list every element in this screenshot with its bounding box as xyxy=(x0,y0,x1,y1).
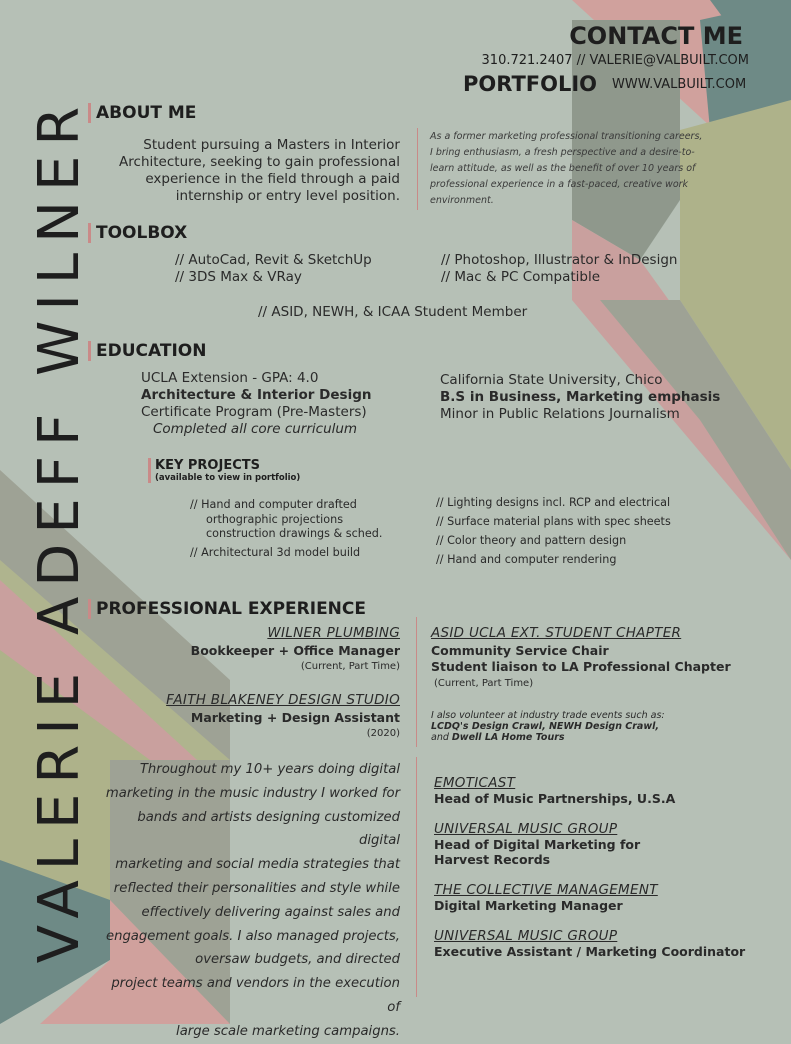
project-item: // Color theory and pattern design xyxy=(436,534,627,547)
education-heading: EDUCATION xyxy=(88,341,206,361)
about-summary xyxy=(96,137,400,205)
about-line: As a former marketing professional transitioning careers, xyxy=(430,131,703,142)
project-item: // Architectural 3d model build xyxy=(190,545,361,559)
candidate-name: VALERIE ADEFF WILNER xyxy=(27,96,92,964)
about-transition-text xyxy=(430,129,720,209)
about-line: learn attitude, as well as the benefit of over 10 years of xyxy=(430,163,696,174)
contact-phone-email[interactable]: 310.721.2407 // VALERIE@VALBUILT.COM xyxy=(481,53,749,68)
tool-item: // Photoshop, Illustrator & InDesign xyxy=(441,252,678,268)
summary-line: marketing in the music industry I worked for xyxy=(105,785,400,801)
summary-line: large scale marketing campaigns. xyxy=(176,1023,400,1039)
about-line: Architecture, seeking to gain professional xyxy=(119,154,400,170)
job-company: UNIVERSAL MUSIC GROUP xyxy=(434,821,618,837)
summary-line: oversaw budgets, and directed xyxy=(195,952,400,968)
job-note: (Current, Part Time) xyxy=(434,678,534,689)
edu-program: Architecture & Interior Design xyxy=(141,387,372,403)
edu-line: Certificate Program (Pre-Masters) xyxy=(141,404,367,420)
key-projects-heading: KEY PROJECTS xyxy=(155,458,260,473)
experience-heading: PROFESSIONAL EXPERIENCE xyxy=(88,599,366,619)
volunteer-line: and xyxy=(431,732,452,743)
project-item: orthographic projections xyxy=(206,512,344,526)
job-umg-harvest xyxy=(434,821,745,867)
summary-line: bands and artists designing customized digital xyxy=(137,809,400,849)
project-item: // Hand and computer drafted xyxy=(190,498,357,511)
edu-line: UCLA Extension - GPA: 4.0 xyxy=(141,370,319,386)
job-company: WILNER PLUMBING xyxy=(267,625,400,641)
project-item: // Lighting designs incl. RCP and electrical xyxy=(436,496,671,509)
job-role: Harvest Records xyxy=(434,852,551,867)
key-projects-sub: (available to view in portfolio) xyxy=(155,473,301,483)
job-role: Executive Assistant / Marketing Coordinator xyxy=(434,944,746,959)
job-role: Student liaison to LA Professional Chapter xyxy=(431,659,731,674)
job-role: Head of Music Partnerships, U.S.A xyxy=(434,791,676,806)
edu-line: Minor in Public Relations Journalism xyxy=(440,406,680,422)
divider xyxy=(416,617,417,747)
tool-item: // 3DS Max & VRay xyxy=(175,269,302,285)
summary-line: effectively delivering against sales and xyxy=(141,904,400,920)
toolbox-col1 xyxy=(175,252,372,286)
volunteer-line: LCDQ's Design Crawl, NEWH Design Crawl, xyxy=(431,721,659,732)
job-collective xyxy=(434,882,745,913)
about-line: I bring enthusiasm, a fresh perspective and a desire-to- xyxy=(430,147,695,158)
job-umg-assistant xyxy=(434,928,745,959)
job-role: Digital Marketing Manager xyxy=(434,898,623,913)
volunteer-line: I also volunteer at industry trade events such as: xyxy=(431,710,665,721)
job-company: EMOTICAST xyxy=(434,775,516,791)
summary-line: marketing and social media strategies that xyxy=(115,857,400,873)
project-item: // Hand and computer rendering xyxy=(436,553,617,566)
portfolio-link[interactable]: WWW.VALBUILT.COM xyxy=(612,77,747,92)
summary-line: reflected their personalities and style while xyxy=(113,880,400,896)
contact-heading: CONTACT ME xyxy=(569,22,743,50)
about-line: Student pursuing a Masters in Interior xyxy=(143,137,400,153)
job-role: Head of Digital Marketing for xyxy=(434,837,641,852)
job-note: (2020) xyxy=(366,728,400,739)
education-chico xyxy=(440,372,720,423)
music-jobs xyxy=(434,775,745,959)
key-projects-block xyxy=(148,458,300,483)
about-line: internship or entry level position. xyxy=(175,188,400,204)
job-company: UNIVERSAL MUSIC GROUP xyxy=(434,928,618,944)
job-faith xyxy=(100,692,400,739)
education-ucla xyxy=(141,370,371,438)
about-line: professional experience in a fast-paced, creative work xyxy=(430,179,689,190)
edu-line: Completed all core curriculum xyxy=(153,421,358,437)
toolbox-heading: TOOLBOX xyxy=(88,223,187,243)
volunteer-line: Dwell LA Home Tours xyxy=(451,732,565,743)
job-role: Community Service Chair xyxy=(431,643,609,658)
edu-line: California State University, Chico xyxy=(440,372,663,388)
key-projects-left xyxy=(190,498,382,560)
job-note: (Current, Part Time) xyxy=(300,661,400,672)
summary-line: Throughout my 10+ years doing digital xyxy=(139,762,400,777)
divider xyxy=(417,128,418,210)
job-asid xyxy=(431,625,731,689)
tool-item: // Mac & PC Compatible xyxy=(441,269,601,285)
edu-degree: B.S in Business, Marketing emphasis xyxy=(440,389,721,405)
job-company: ASID UCLA EXT. STUDENT CHAPTER xyxy=(431,625,682,641)
project-item: construction drawings & sched. xyxy=(206,527,383,540)
about-heading: ABOUT ME xyxy=(88,103,196,123)
about-line: environment. xyxy=(430,195,494,206)
summary-line: engagement goals. I also managed projects, xyxy=(105,928,400,944)
divider xyxy=(416,757,417,997)
job-role: Bookkeeper + Office Manager xyxy=(190,643,400,658)
music-experience-summary xyxy=(95,758,400,1044)
key-projects-right xyxy=(436,496,671,568)
toolbox-col2 xyxy=(441,252,677,286)
job-company: FAITH BLAKENEY DESIGN STUDIO xyxy=(166,692,400,708)
job-wilner xyxy=(130,625,400,672)
volunteer-note xyxy=(431,710,665,743)
tool-item: // AutoCad, Revit & SketchUp xyxy=(175,252,372,268)
project-item: // Surface material plans with spec sheets xyxy=(436,515,671,528)
job-role: Marketing + Design Assistant xyxy=(190,710,400,725)
about-line: experience in the field through a paid xyxy=(145,171,400,187)
summary-line: project teams and vendors in the execution of xyxy=(111,976,400,1015)
membership: // ASID, NEWH, & ICAA Student Member xyxy=(258,304,528,320)
job-emoticast xyxy=(434,775,745,806)
job-company: THE COLLECTIVE MANAGEMENT xyxy=(434,882,658,898)
portfolio-label: PORTFOLIO xyxy=(463,72,598,96)
